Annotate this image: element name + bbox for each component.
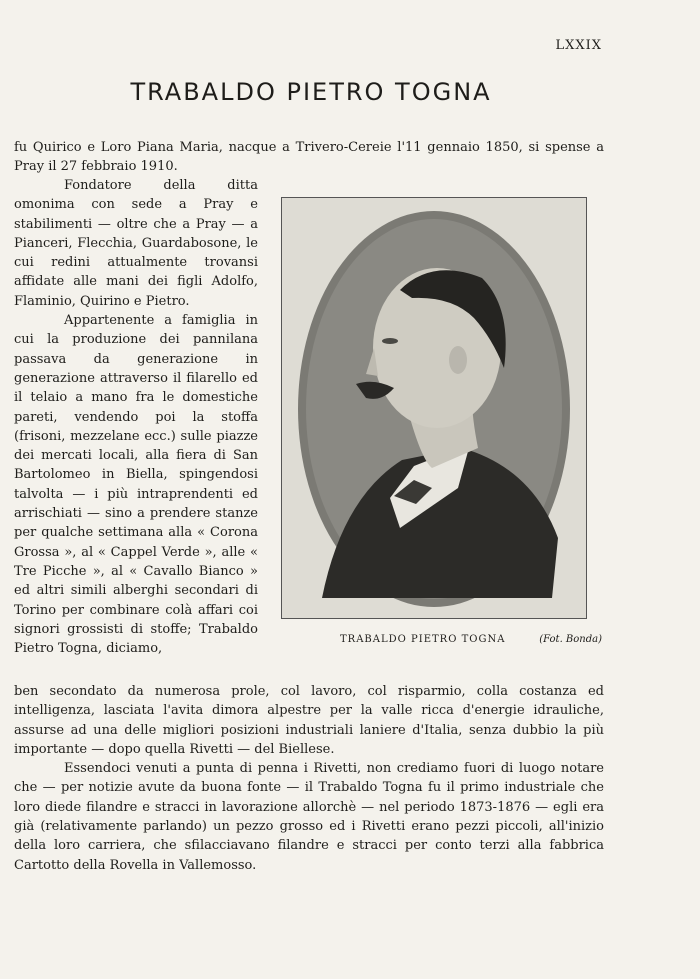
- paragraph-founder: Fondatore della ditta omonima con sede a Pray e stabilimenti — oltre che a Pray — a Pianceri, Flecchia, Guardabosone, le cui redini attualmente trovansi affidate alle mani dei figli Adolfo, Flaminio, Quirino e Pietro.: [14, 178, 258, 309]
- page-number: LXXIX: [555, 38, 602, 53]
- caption-name: TRABALDO PIETRO TOGNA: [340, 634, 506, 645]
- page-title: TRABALDO PIETRO TOGNA: [130, 78, 492, 106]
- intro-text: fu Quirico e Loro Piana Maria, nacque a Trivero-Cereie l'11 gennaio 1850, si spense a Pray il 27 febbraio 1910.: [14, 140, 604, 175]
- continuation-text: [14, 682, 604, 875]
- left-column: [14, 176, 258, 658]
- intro-paragraph: [14, 138, 604, 177]
- paragraph-family: Appartenente a famiglia in cui la produzione dei pannilana passava da generazione in generazione attraverso il filarello ed il telaio a mano fra le domestiche pareti, vendendo poi la stoffa (frisoni, mezzelane ecc.) sulle piazze dei mercati locali, alla fiera di San Bartolomeo in Biella, spingendosi talvolta — i più intraprendenti ed arrischiati — sino a prendere stanze per qualche settimana alla « Corona Grossa », al « Cappel Verde », alle « Tre Picche », al « Cavallo Bianco » ed altri simili alberghi secondari di Torino per combinare colà affari coi signori grossisti di stoffe; Trabaldo Pietro Togna, diciamo,: [14, 313, 258, 657]
- rivetti-paragraph: Essendoci venuti a punta di penna i Rivetti, non crediamo fuori di luogo notare che — per notizie avute da buona fonte — il Trabaldo Togna fu il primo industriale che loro diede filandre e stracci in lavorazione allorchè — nel periodo 1873-1876 — egli era già (relativamente parlando) un pezzo grosso ed i Rivetti erano pezzi piccoli, all'inizio della loro carriera, che sfilacciavano filandre e stracci per conto terzi alla fabbrica Cartotto della Rovella in Vallemosso.: [14, 761, 604, 873]
- photo-credit: (Fot. Bonda): [539, 634, 602, 645]
- portrait-photo: [281, 197, 587, 619]
- continuation-paragraph: ben secondato da numerosa prole, col lavoro, col risparmio, colla costanza ed intelligenza, lasciata l'avita dimora alpestre per la valle ricca d'energie idrauliche, assurse ad una delle migliori posizioni industriali laniere d'Italia, senza dubbio la più importante — dopo quella Rivetti — del Biellese.: [14, 684, 604, 757]
- portrait-illustration: [282, 198, 586, 618]
